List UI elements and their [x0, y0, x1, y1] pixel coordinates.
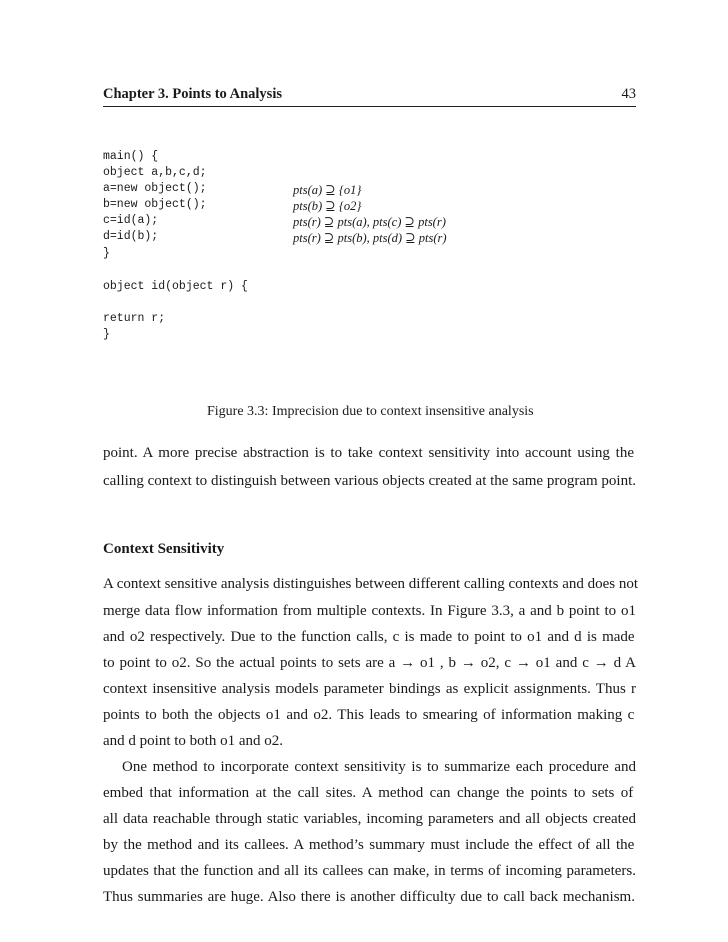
header-rule	[103, 106, 636, 107]
code-line: }	[103, 328, 110, 341]
text-line: A context sensitive analysis distinguishes between different calling contexts and does not	[103, 576, 639, 592]
text-line: updates that the function and all its callees can make, in terms of incoming parameters.	[103, 863, 636, 879]
code-line: main() {	[103, 150, 159, 163]
text-line: calling context to distinguish between various objects created at the same program point.	[103, 473, 636, 489]
text-line: Thus summaries are huge. Also there is another difficulty due to call back mechanism.	[103, 889, 635, 905]
code-line: c=id(a);	[103, 214, 159, 227]
code-line: d=id(b);	[103, 230, 159, 243]
points-to-constraint: pts(r) ⊇ pts(a), pts(c) ⊇ pts(r)	[293, 215, 446, 229]
section-heading: Context Sensitivity	[103, 541, 225, 557]
text-line: One method to incorporate context sensitivity is to summarize each procedure and	[122, 759, 636, 775]
text-line: point. A more precise abstraction is to take context sensitivity into account using the	[103, 445, 634, 461]
text-line: to point to o2. So the actual points to sets are a → o1 , b → o2, c → o1 and c → d A	[103, 655, 636, 671]
code-line: }	[103, 247, 110, 260]
code-line: object id(object r) {	[103, 280, 248, 293]
code-line: b=new object();	[103, 198, 207, 211]
points-to-constraint: pts(b) ⊇ {o2}	[293, 199, 362, 213]
text-line: points to both the objects o1 and o2. This leads to smearing of information making c	[103, 707, 635, 723]
points-to-constraint: pts(a) ⊇ {o1}	[293, 183, 362, 197]
code-line: return r;	[103, 312, 166, 325]
code-line: a=new object();	[103, 182, 207, 195]
text-line: by the method and its callees. A method’s summary must include the effect of all the	[103, 837, 635, 853]
text-line: embed that information at the call sites. A method can change the points to sets of	[103, 785, 634, 801]
page-number: 43	[621, 86, 636, 102]
text-line: context insensitive analysis models parameter bindings as explicit assignments. Thus r	[103, 681, 636, 697]
points-to-constraint: pts(r) ⊇ pts(b), pts(d) ⊇ pts(r)	[293, 231, 447, 245]
code-line: object a,b,c,d;	[103, 166, 207, 179]
running-header-title: Chapter 3. Points to Analysis	[103, 86, 282, 102]
text-line: all data reachable through static variables, incoming parameters and all objects created	[103, 811, 636, 827]
text-line: merge data flow information from multiple contexts. In Figure 3.3, a and b point to o1	[103, 603, 636, 619]
text-line: and o2 respectively. Due to the function calls, c is made to point to o1 and d is made	[103, 629, 635, 645]
figure-caption: Figure 3.3: Imprecision due to context insensitive analysis	[207, 404, 534, 419]
text-line: and d point to both o1 and o2.	[103, 733, 283, 749]
